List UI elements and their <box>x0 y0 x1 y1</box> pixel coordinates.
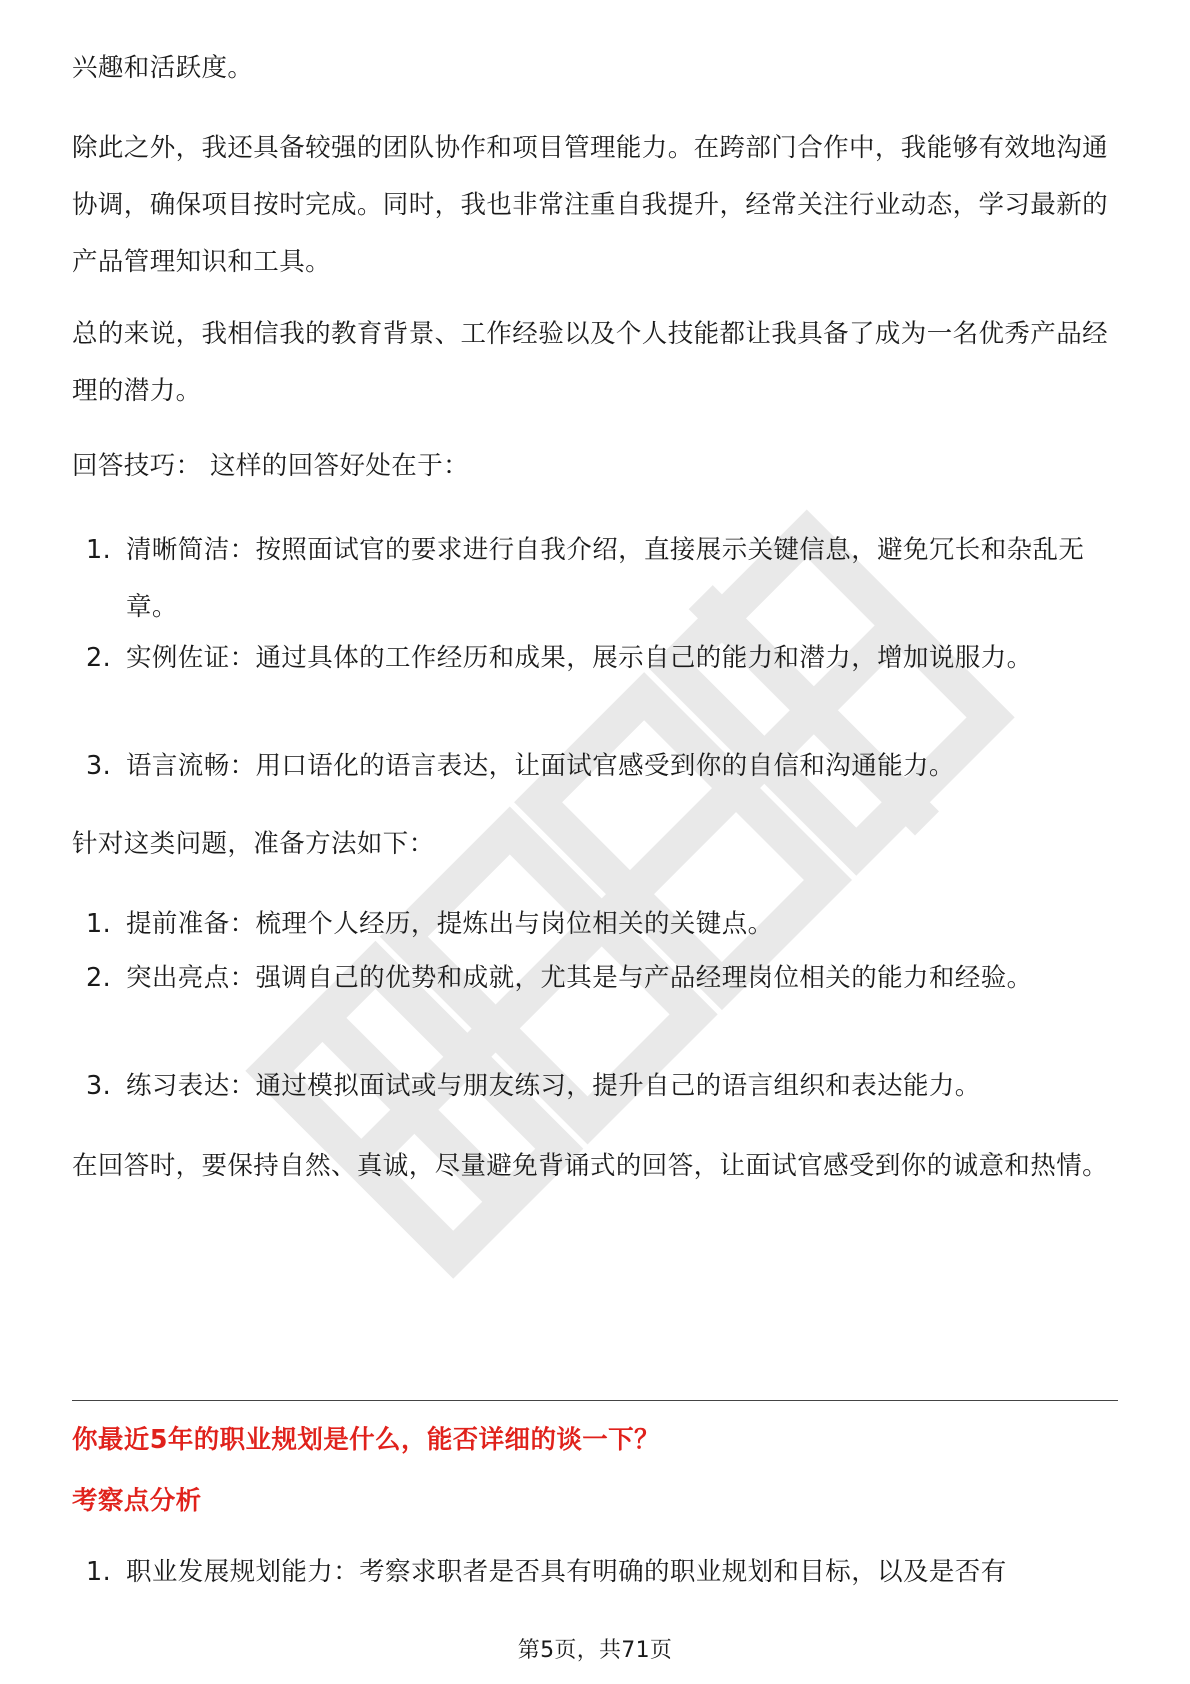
list-number: 2. <box>86 963 112 993</box>
list-number: 3. <box>86 1071 112 1101</box>
list-number: 3. <box>86 751 112 781</box>
list-number: 1. <box>86 535 112 565</box>
list-text: 练习表达：通过模拟面试或与朋友练习，提升自己的语言组织和表达能力。 <box>126 1071 981 1101</box>
list-number: 1. <box>86 909 112 939</box>
paragraph-2: 除此之外，我还具备较强的团队协作和项目管理能力。在跨部门合作中，我能够有效地沟通协调，确保项目按时完成。同时，我也非常注重自我提升，经常关注行业动态，学习最新的产品管理知识和工具。 <box>72 133 1109 277</box>
list-number: 1. <box>86 1557 112 1587</box>
paragraph-1: 兴趣和活跃度。 <box>72 53 254 83</box>
section-divider <box>72 1400 1118 1401</box>
paragraph-3: 总的来说，我相信我的教育背景、工作经验以及个人技能都让我具备了成为一名优秀产品经理的潜力。 <box>72 319 1109 406</box>
question-title: 你最近5年的职业规划是什么，能否详细的谈一下？ <box>72 1425 660 1455</box>
list-text: 提前准备：梳理个人经历，提炼出与岗位相关的关键点。 <box>126 909 774 939</box>
analysis-subheading: 考察点分析 <box>72 1486 202 1516</box>
paragraph-closing: 在回答时，要保持自然、真诚，尽量避免背诵式的回答，让面试官感受到你的诚意和热情。 <box>72 1151 1109 1181</box>
paragraph-answer-tips: 回答技巧： 这样的回答好处在于： <box>72 451 470 481</box>
list-text: 语言流畅：用口语化的语言表达，让面试官感受到你的自信和沟通能力。 <box>126 751 955 781</box>
list-text: 实例佐证：通过具体的工作经历和成果，展示自己的能力和潜力，增加说服力。 <box>126 643 1033 673</box>
list-text: 职业发展规划能力：考察求职者是否具有明确的职业规划和目标，以及是否有 <box>126 1557 1007 1587</box>
paragraph-prep-intro: 针对这类问题，准备方法如下： <box>72 829 435 859</box>
page-footer: 第5页，共71页 <box>517 1638 673 1663</box>
list-text: 突出亮点：强调自己的优势和成就，尤其是与产品经理岗位相关的能力和经验。 <box>126 963 1033 993</box>
list-number: 2. <box>86 643 112 673</box>
list-text: 清晰简洁：按照面试官的要求进行自我介绍，直接展示关键信息，避免冗长和杂乱无章。 <box>126 535 1085 622</box>
